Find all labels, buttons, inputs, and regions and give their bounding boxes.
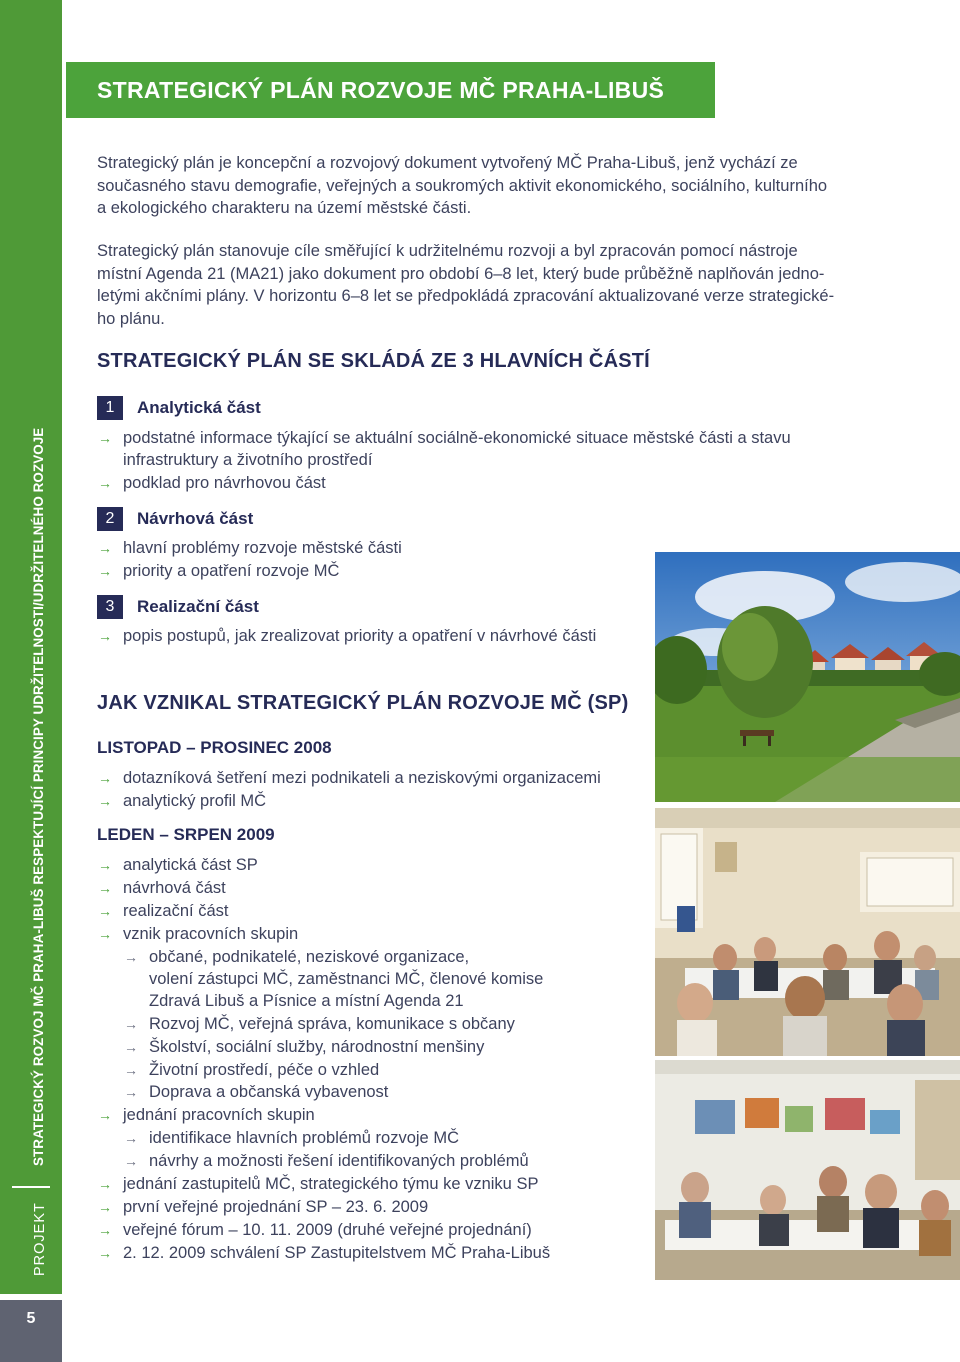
history-heading: JAK VZNIKAL STRATEGICKÝ PLÁN ROZVOJE MČ (SP)	[97, 692, 629, 714]
intro-p1-line: a ekologického charakteru na území městské části.	[97, 199, 472, 217]
arrow-right-icon: →	[98, 770, 112, 786]
part-2-header	[97, 507, 253, 531]
list-item-text: dotazníková šetření mezi podnikateli a neziskovými organizacemi	[123, 769, 601, 787]
part-label: Analytická část	[137, 398, 261, 417]
sidebar-section-label: PROJEKT	[32, 1202, 48, 1276]
arrow-right-icon: →	[98, 628, 112, 644]
list-item	[98, 472, 326, 495]
sidebar-divider	[12, 1186, 50, 1188]
arrow-right-icon: →	[98, 1199, 112, 1215]
arrow-right-icon: →	[124, 1084, 138, 1100]
list-item-text: popis postupů, jak zrealizovat priority a opatření v návrhové části	[123, 627, 597, 645]
arrow-right-icon: →	[98, 430, 112, 446]
intro-p1-line: Strategický plán je koncepční a rozvojový dokument vytvořený MČ Praha-Libuš, jenž vychází ze	[97, 154, 798, 172]
arrow-right-icon: →	[98, 1176, 112, 1192]
sidebar-vertical-title: STRATEGICKÝ ROZVOJ MČ PRAHA-LIBUŠ RESPEKTUJÍCÍ PRINCIPY UDRŽITELNOSTI/UDRŽITELNÉHO ROZVOJE	[31, 427, 46, 1166]
list-item-text: návrhy a možnosti řešení identifikovaných problémů	[149, 1152, 529, 1170]
list-item	[98, 1173, 539, 1196]
page-number: 5	[26, 1310, 36, 1327]
arrow-right-icon: →	[124, 1130, 138, 1146]
arrow-right-icon: →	[98, 563, 112, 579]
sub-list-item	[124, 1036, 485, 1059]
meeting-photo-2	[655, 1060, 960, 1280]
title-bar	[66, 62, 715, 118]
part-label: Realizační část	[137, 597, 259, 616]
list-item-text: občané, podnikatelé, neziskové organizace,	[149, 948, 470, 966]
sidebar	[0, 0, 62, 1362]
list-item	[98, 1242, 551, 1265]
list-item-text: infrastruktury a životního prostředí	[123, 451, 373, 469]
sub-list-item	[124, 946, 470, 969]
arrow-right-icon: →	[124, 1039, 138, 1055]
sub-list-item	[124, 1059, 380, 1082]
intro-p2-line: letými akčními plány. V horizontu 6–8 let se předpokládá zpracování aktualizované verze strategické-	[97, 287, 835, 305]
arrow-right-icon: →	[124, 1062, 138, 1078]
list-item-text: 2. 12. 2009 schválení SP Zastupitelstvem MČ Praha-Libuš	[123, 1244, 551, 1262]
list-item-text: Školství, sociální služby, národnostní menšiny	[149, 1038, 485, 1056]
list-item-text: priority a opatření rozvoje MČ	[123, 562, 340, 580]
intro-p2-line: ho plánu.	[97, 309, 165, 328]
list-item	[98, 625, 597, 648]
arrow-right-icon: →	[98, 475, 112, 491]
list-item	[98, 1104, 315, 1127]
list-item-text: identifikace hlavních problémů rozvoje MČ	[149, 1129, 459, 1147]
sub-list-item-continuation	[149, 968, 543, 991]
list-item-text: první veřejné projednání SP – 23. 6. 2009	[123, 1198, 429, 1216]
arrow-right-icon: →	[98, 540, 112, 556]
list-item-text: podklad pro návrhovou část	[123, 474, 326, 492]
arrow-right-icon: →	[98, 793, 112, 809]
part-number-box: 2	[97, 507, 123, 531]
arrow-right-icon: →	[98, 857, 112, 873]
list-item-text: veřejné fórum – 10. 11. 2009 (druhé veřejné projednání)	[123, 1221, 532, 1239]
list-item-text: Životní prostředí, péče o vzhled	[149, 1061, 380, 1079]
part-number-box: 1	[97, 396, 123, 420]
list-item	[98, 790, 267, 813]
part-1-header	[97, 396, 261, 420]
list-item-text: jednání zastupitelů MČ, strategického týmu ke vzniku SP	[123, 1175, 539, 1193]
sub-list-item	[124, 1081, 389, 1104]
arrow-right-icon: →	[98, 1245, 112, 1261]
period-label: LEDEN – SRPEN 2009	[97, 825, 275, 844]
list-item-text: podstatné informace týkající se aktuální sociálně-ekonomické situace městské části a stavu	[123, 429, 791, 447]
list-item	[98, 767, 601, 790]
meeting-photo-1	[655, 808, 960, 1056]
arrow-right-icon: →	[98, 880, 112, 896]
list-item-text: Zdravá Libuš a Písnice a místní Agenda 21	[149, 992, 464, 1010]
intro-p1-line: současného stavu demografie, veřejných a soukromých aktivit ekonomického, sociálního, kulturního	[97, 176, 828, 195]
sub-list-item-continuation	[149, 990, 464, 1013]
list-item-text: Rozvoj MČ, veřejná správa, komunikace s občany	[149, 1015, 515, 1033]
arrow-right-icon: →	[124, 1016, 138, 1032]
list-item-text: jednání pracovních skupin	[123, 1106, 315, 1124]
part-3-header	[97, 595, 259, 619]
arrow-right-icon: →	[98, 1107, 112, 1123]
sub-list-item	[124, 1013, 515, 1036]
part-number-box: 3	[97, 595, 123, 619]
list-item-text: analytický profil MČ	[123, 792, 267, 810]
arrow-right-icon: →	[124, 1153, 138, 1169]
arrow-right-icon: →	[124, 949, 138, 965]
list-item-text: vznik pracovních skupin	[123, 925, 299, 943]
list-item-text: hlavní problémy rozvoje městské části	[123, 539, 402, 557]
list-item-continuation	[123, 449, 372, 472]
list-item	[98, 854, 258, 877]
intro-paragraph-2	[97, 240, 865, 330]
list-item	[98, 923, 299, 946]
list-item	[98, 1196, 429, 1219]
list-item	[98, 877, 226, 900]
intro-paragraph-1	[97, 152, 865, 220]
parts-heading: STRATEGICKÝ PLÁN SE SKLÁDÁ ZE 3 HLAVNÍCH ČÁSTÍ	[97, 350, 650, 372]
list-item-text: realizační část	[123, 902, 229, 920]
arrow-right-icon: →	[98, 926, 112, 942]
list-item-text: návrhová část	[123, 879, 226, 897]
list-item	[98, 427, 791, 450]
intro-p2-line: Strategický plán stanovuje cíle směřující k udržitelnému rozvoji a byl zpracován pomocí nástroje	[97, 242, 798, 260]
sub-list-item	[124, 1150, 529, 1173]
list-item	[98, 900, 229, 923]
list-item-text: volení zástupci MČ, zaměstnanci MČ, členové komise	[149, 970, 544, 988]
arrow-right-icon: →	[98, 903, 112, 919]
list-item-text: analytická část SP	[123, 856, 258, 874]
intro-p2-line: místní Agenda 21 (MA21) jako dokument pro období 6–8 let, který bude průběžně naplňován jedno-	[97, 264, 825, 283]
park-photo	[655, 552, 960, 802]
list-item	[98, 1219, 532, 1242]
list-item	[98, 560, 340, 583]
period-label: LISTOPAD – PROSINEC 2008	[97, 738, 332, 757]
page-title: STRATEGICKÝ PLÁN ROZVOJE MČ PRAHA-LIBUŠ	[97, 77, 665, 103]
list-item-text: Doprava a občanská vybavenost	[149, 1083, 389, 1101]
list-item	[98, 537, 402, 560]
part-label: Návrhová část	[137, 509, 254, 528]
arrow-right-icon: →	[98, 1222, 112, 1238]
sub-list-item	[124, 1127, 459, 1150]
